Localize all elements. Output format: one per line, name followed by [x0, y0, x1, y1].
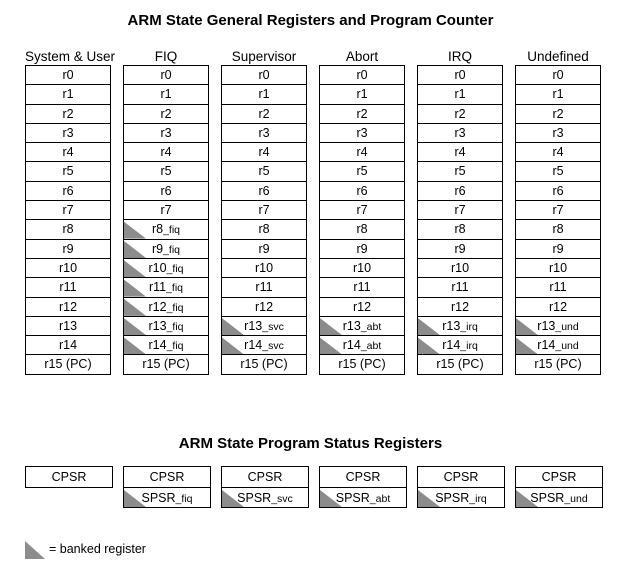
banked-marker-icon [124, 280, 146, 297]
register-cell [320, 84, 404, 103]
register-label: r13 [148, 318, 167, 333]
register-cell [124, 354, 208, 373]
register-cell [124, 277, 208, 296]
cpsr-cell: CPSR [443, 470, 479, 484]
register-label: r15 (PC) [44, 357, 92, 372]
register-label: r3 [552, 125, 564, 140]
spsr-mode-suffix: _svc [271, 493, 293, 505]
register-cell [320, 219, 404, 238]
psr-title: ARM State Program Status Registers [178, 435, 443, 452]
register-label: r12 [148, 299, 167, 314]
register-cell [222, 316, 306, 335]
register-label: r9 [454, 241, 466, 256]
register-cell [26, 354, 110, 373]
register-cell [320, 239, 404, 258]
register-label: r2 [258, 106, 270, 121]
register-mode-suffix: _fiq [166, 262, 184, 275]
register-cell [26, 181, 110, 200]
register-label: r14 [442, 338, 461, 353]
register-label: r5 [356, 164, 368, 179]
psr-box [515, 466, 603, 508]
register-cell [124, 181, 208, 200]
register-cell [320, 104, 404, 123]
register-label: r9 [258, 241, 270, 256]
register-cell [26, 104, 110, 123]
register-cell [418, 84, 502, 103]
register-label: r1 [356, 87, 368, 102]
register-label: r10 [58, 260, 78, 275]
register-cell [418, 335, 502, 354]
register-label: r13 [58, 318, 78, 333]
banked-marker-icon [320, 318, 342, 335]
register-cell [26, 335, 110, 354]
register-cell [516, 200, 600, 219]
register-label: r11 [451, 280, 469, 295]
register-label: r10 [254, 260, 274, 275]
register-label: r4 [552, 145, 564, 160]
register-mode-suffix: _irq [460, 340, 478, 353]
register-cell [124, 200, 208, 219]
register-cell [516, 219, 600, 238]
spsr-mode-suffix: _abt [369, 493, 391, 505]
register-label: r0 [62, 68, 74, 82]
register-mode-suffix: _fiq [163, 224, 181, 237]
register-label: r12 [352, 299, 372, 314]
register-label: r12 [548, 299, 568, 314]
mode-header: IRQ [447, 49, 472, 64]
register-cell [26, 297, 110, 316]
register-label: r6 [62, 183, 74, 198]
cpsr-cell: CPSR [541, 470, 577, 484]
register-cell [222, 142, 306, 161]
mode-column [515, 48, 601, 375]
register-label: r3 [356, 125, 368, 140]
register-label: r2 [62, 106, 74, 121]
banked-marker-icon [516, 318, 538, 335]
register-label: r5 [258, 164, 270, 179]
psr-box [417, 466, 505, 508]
register-label: r3 [160, 125, 172, 140]
register-cell [418, 219, 502, 238]
banked-marker-icon [418, 337, 440, 354]
mode-column [221, 48, 307, 375]
register-label: r14 [244, 338, 263, 353]
register-label: r4 [356, 145, 368, 160]
register-cell [516, 354, 600, 373]
register-cell [124, 161, 208, 180]
register-cell [26, 84, 110, 103]
register-cell [320, 335, 404, 354]
register-label: r7 [356, 203, 368, 218]
register-cell [222, 66, 306, 84]
register-cell [320, 316, 404, 335]
banked-marker-icon [124, 222, 146, 239]
register-cell [418, 104, 502, 123]
register-cell [26, 239, 110, 258]
register-label: r7 [62, 203, 74, 218]
register-label: r3 [258, 125, 270, 140]
register-cell [516, 84, 600, 103]
register-cell [124, 239, 208, 258]
register-label: r6 [258, 183, 270, 198]
register-box [221, 65, 307, 375]
register-cell [26, 142, 110, 161]
register-mode-suffix: _fiq [166, 340, 184, 353]
banked-marker-icon [516, 337, 538, 354]
register-cell [124, 104, 208, 123]
register-cell [320, 297, 404, 316]
register-cell [222, 258, 306, 277]
register-label: r10 [352, 260, 372, 275]
psr-box [123, 466, 211, 508]
register-cell [320, 181, 404, 200]
spsr-label: SPSR [141, 491, 176, 505]
register-cell [516, 316, 600, 335]
register-cell [320, 66, 404, 84]
register-cell [222, 123, 306, 142]
register-cell [124, 123, 208, 142]
register-cell [222, 181, 306, 200]
register-mode-suffix: _fiq [166, 301, 184, 314]
mode-header: Undefined [527, 49, 589, 64]
register-label: r4 [62, 145, 74, 160]
register-label: r15 (PC) [142, 357, 190, 372]
register-mode-suffix: _svc [262, 320, 284, 333]
cpsr-cell: CPSR [345, 470, 381, 484]
register-label: r8 [151, 222, 164, 237]
banked-marker-icon [418, 318, 440, 335]
register-mode-suffix: _und [555, 340, 579, 353]
register-cell [124, 66, 208, 84]
register-cell [26, 316, 110, 335]
register-label: r15 (PC) [240, 357, 288, 372]
register-label: r11 [255, 280, 273, 295]
mode-header: Abort [345, 49, 379, 64]
banked-marker-icon [124, 299, 146, 316]
register-cell [418, 277, 502, 296]
register-cell [222, 354, 306, 373]
register-label: r4 [160, 145, 172, 160]
register-label: r14 [148, 338, 167, 353]
mode-column [25, 48, 116, 375]
register-cell [516, 258, 600, 277]
register-cell [320, 161, 404, 180]
register-label: r10 [548, 260, 568, 275]
spsr-cell [516, 487, 602, 507]
register-cell [26, 161, 110, 180]
register-box [417, 65, 503, 375]
cpsr-cell: CPSR [51, 470, 87, 484]
register-label: r8 [552, 222, 564, 237]
register-label: r0 [454, 68, 466, 82]
register-cell [516, 66, 600, 84]
cpsr-cell: CPSR [247, 470, 283, 484]
register-cell [418, 123, 502, 142]
mode-header: Supervisor [231, 49, 297, 64]
register-label: r8 [454, 222, 466, 237]
register-cell [516, 142, 600, 161]
register-label: r13 [244, 318, 263, 333]
register-cell [418, 181, 502, 200]
register-label: r11 [549, 280, 567, 295]
register-cell [320, 354, 404, 373]
register-label: r2 [454, 106, 466, 121]
register-cell [418, 316, 502, 335]
register-label: r0 [356, 68, 368, 82]
register-label: r14 [537, 338, 556, 353]
mode-header: FIQ [154, 49, 178, 64]
psr-box [25, 466, 113, 488]
register-cell [320, 200, 404, 219]
spsr-cell [320, 487, 406, 507]
register-label: r13 [342, 318, 361, 333]
register-label: r1 [258, 87, 270, 102]
register-cell [124, 316, 208, 335]
register-label: r11 [353, 280, 371, 295]
register-box [515, 65, 601, 375]
registers-title: ARM State General Registers and Program Counter [127, 12, 494, 29]
register-label: r8 [258, 222, 270, 237]
register-label: r1 [62, 87, 74, 102]
register-cell [418, 200, 502, 219]
mode-column [417, 48, 503, 375]
register-cell [222, 104, 306, 123]
register-label: r9 [356, 241, 368, 256]
register-cell [516, 277, 600, 296]
register-label: r5 [454, 164, 466, 179]
banked-marker-icon [124, 260, 146, 277]
register-mode-suffix: _abt [360, 320, 382, 333]
register-label: r9 [62, 241, 74, 256]
register-label: r1 [160, 87, 172, 102]
register-label: r5 [62, 164, 74, 179]
spsr-mode-suffix: _irq [469, 493, 487, 505]
register-cell [320, 258, 404, 277]
register-cell [320, 123, 404, 142]
register-cell [222, 277, 306, 296]
register-label: r6 [160, 183, 172, 198]
register-label: r7 [258, 203, 270, 218]
register-cell [26, 219, 110, 238]
register-label: r12 [254, 299, 274, 314]
register-cell [26, 200, 110, 219]
register-label: r6 [454, 183, 466, 198]
register-cell [516, 161, 600, 180]
spsr-label: SPSR [335, 491, 370, 505]
register-label: r10 [450, 260, 470, 275]
register-label: r2 [356, 106, 368, 121]
spsr-cell [222, 487, 308, 507]
register-label: r7 [160, 203, 172, 218]
legend-text: = banked register [49, 542, 146, 556]
banked-marker-icon [124, 241, 146, 258]
psr-box [319, 466, 407, 508]
register-cell [418, 239, 502, 258]
register-cell [418, 161, 502, 180]
register-label: r15 (PC) [338, 357, 386, 372]
register-cell [222, 200, 306, 219]
banked-marker-icon [222, 337, 244, 354]
register-mode-suffix: _irq [460, 320, 478, 333]
register-mode-suffix: _svc [262, 340, 284, 353]
spsr-cell [124, 487, 210, 507]
register-label: r1 [454, 87, 466, 102]
register-label: r15 (PC) [534, 357, 582, 372]
register-cell [516, 335, 600, 354]
cpsr-cell: CPSR [149, 470, 185, 484]
register-cell [124, 335, 208, 354]
register-label: r5 [552, 164, 564, 179]
mode-header: System & User [25, 49, 116, 64]
register-cell [320, 142, 404, 161]
register-cell [124, 142, 208, 161]
register-box [319, 65, 405, 375]
register-cell [26, 66, 110, 84]
spsr-mode-suffix: _fiq [175, 493, 193, 505]
banked-marker-icon [320, 337, 342, 354]
banked-marker-icon [124, 318, 146, 335]
register-label: r1 [552, 87, 564, 102]
register-cell [320, 277, 404, 296]
register-label: r12 [450, 299, 470, 314]
register-label: r4 [258, 145, 270, 160]
register-cell [26, 123, 110, 142]
register-mode-suffix: _fiq [166, 282, 184, 295]
register-label: r12 [58, 299, 78, 314]
register-cell [418, 354, 502, 373]
register-label: r2 [160, 106, 172, 121]
register-cell [516, 181, 600, 200]
register-label: r8 [356, 222, 368, 237]
register-mode-suffix: _fiq [166, 320, 184, 333]
register-cell [516, 123, 600, 142]
banked-marker-icon [25, 541, 45, 559]
register-cell [222, 335, 306, 354]
register-label: r9 [151, 241, 164, 256]
register-cell [222, 161, 306, 180]
register-label: r13 [442, 318, 461, 333]
register-cell [418, 142, 502, 161]
register-label: r7 [454, 203, 466, 218]
register-label: r11 [148, 280, 167, 295]
register-label: r3 [454, 125, 466, 140]
register-cell [124, 219, 208, 238]
register-cell [26, 258, 110, 277]
register-cell [418, 66, 502, 84]
register-cell [26, 277, 110, 296]
psr-box [221, 466, 309, 508]
register-label: r6 [356, 183, 368, 198]
register-label: r13 [537, 318, 556, 333]
register-label: r7 [552, 203, 564, 218]
register-box [123, 65, 209, 375]
register-label: r0 [258, 68, 270, 82]
register-label: r9 [552, 241, 564, 256]
register-cell [124, 297, 208, 316]
register-label: r2 [552, 106, 564, 121]
mode-column [123, 48, 209, 375]
register-label: r3 [62, 125, 74, 140]
register-cell [516, 104, 600, 123]
register-mode-suffix: _fiq [163, 243, 181, 256]
register-box [25, 65, 111, 375]
spsr-cell [418, 487, 504, 507]
register-label: r0 [160, 68, 172, 82]
register-label: r11 [59, 280, 77, 295]
register-cell [418, 258, 502, 277]
banked-marker-icon [124, 337, 146, 354]
register-label: r14 [342, 338, 361, 353]
register-label: r14 [58, 338, 78, 353]
banked-marker-icon [222, 318, 244, 335]
register-label: r15 (PC) [436, 357, 484, 372]
register-label: r8 [62, 222, 74, 237]
spsr-label: SPSR [237, 491, 272, 505]
register-label: r6 [552, 183, 564, 198]
register-cell [222, 219, 306, 238]
spsr-label: SPSR [435, 491, 470, 505]
spsr-label: SPSR [530, 491, 565, 505]
register-cell [418, 297, 502, 316]
register-cell [516, 297, 600, 316]
register-cell [516, 239, 600, 258]
register-label: r4 [454, 145, 466, 160]
register-cell [222, 297, 306, 316]
register-cell [124, 84, 208, 103]
spsr-mode-suffix: _und [564, 493, 588, 505]
register-label: r0 [552, 68, 564, 82]
register-mode-suffix: _und [555, 320, 579, 333]
register-label: r10 [148, 260, 167, 275]
register-cell [222, 84, 306, 103]
mode-column [319, 48, 405, 375]
register-cell [124, 258, 208, 277]
register-cell [222, 239, 306, 258]
register-label: r5 [160, 164, 172, 179]
register-mode-suffix: _abt [360, 340, 382, 353]
